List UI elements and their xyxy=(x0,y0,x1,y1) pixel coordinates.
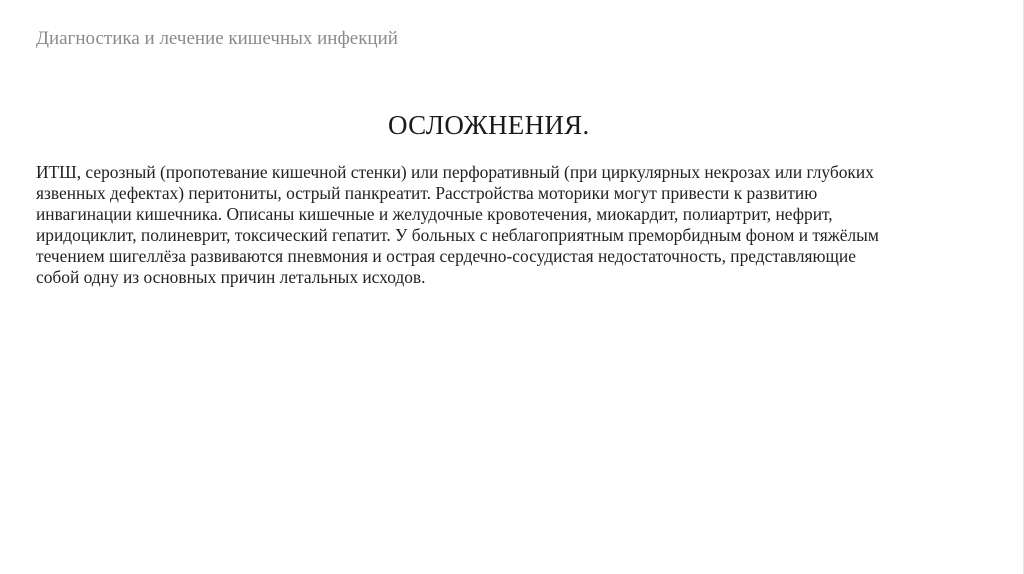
body-line: иридоциклит, полиневрит, токсический гепатит. У больных с неблагоприятным преморбидным фоном и тяжёлым xyxy=(36,225,879,245)
body-line: течением шигеллёза развиваются пневмония и острая сердечно-сосудистая недостаточность, представляющие xyxy=(36,246,856,266)
slide-title: ОСЛОЖНЕНИЯ. xyxy=(388,110,590,140)
body-line: ИТШ, серозный (пропотевание кишечной стенки) или перфоративный (при циркулярных некрозах или глубоких xyxy=(36,162,874,182)
body-line: инвагинации кишечника. Описаны кишечные и желудочные кровотечения, миокардит, полиартрит, нефрит, xyxy=(36,204,833,224)
body-line: язвенных дефектах) перитониты, острый панкреатит. Расстройства моторики могут привести к развитию xyxy=(36,183,818,203)
slide-header: Диагностика и лечение кишечных инфекций xyxy=(36,28,398,49)
slide-body xyxy=(36,162,986,288)
body-line: собой одну из основных причин летальных исходов. xyxy=(36,267,426,287)
